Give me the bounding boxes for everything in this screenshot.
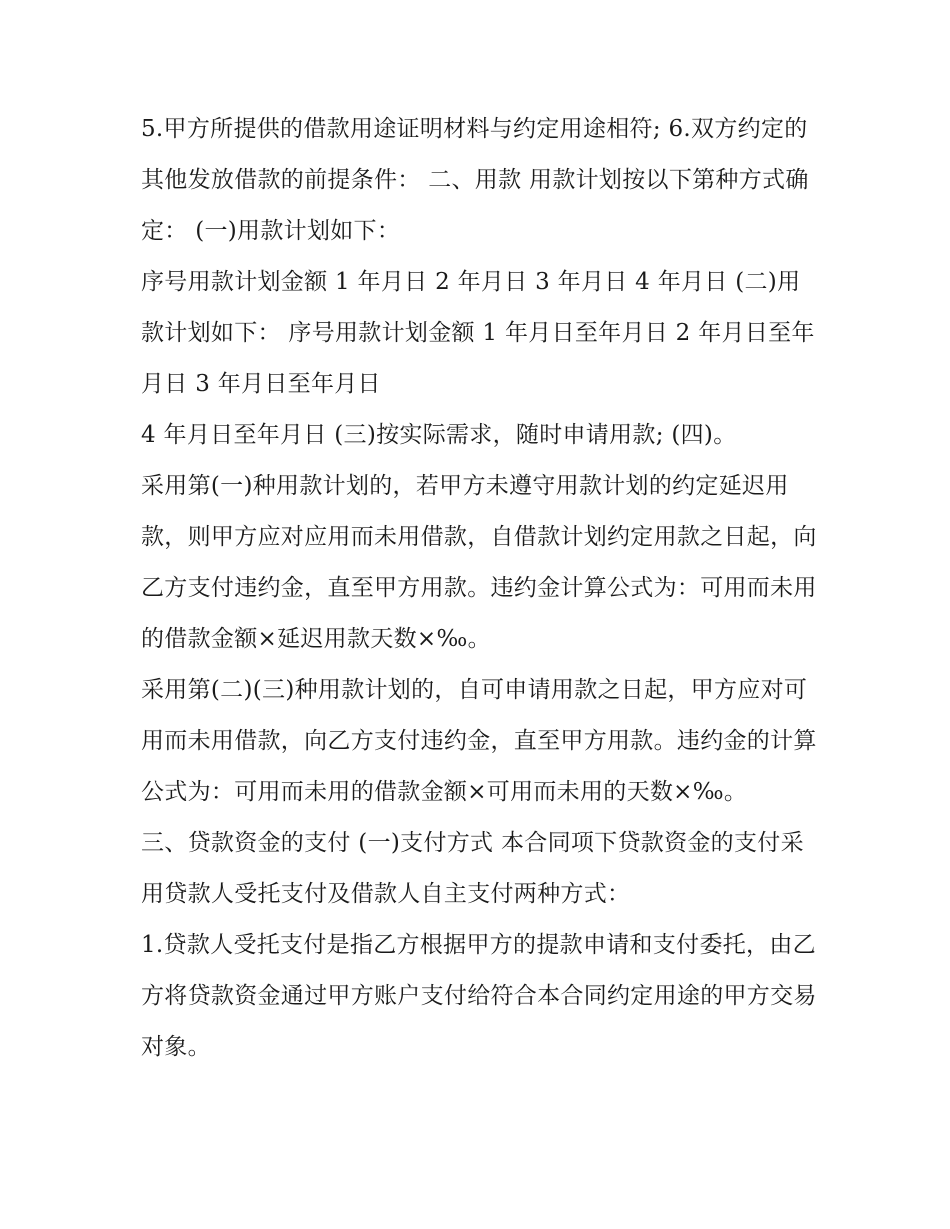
paragraph-drawdown-schedule: 序号用款计划金额 1 年月日 2 年月日 3 年月日 4 年月日 (二)用款计划如下： 序号用款计划金额 1 年月日至年月日 2 年月日至年月日 3 年月日至年月日: [141, 269, 815, 397]
paragraph-entrusted-payment: 1.贷款人受托支付是指乙方根据甲方的提款申请和支付委托，由乙方将贷款资金通过甲方账户支付给符合本合同约定用途的甲方交易对象。: [141, 932, 817, 1060]
paragraph-loan-conditions: 5.甲方所提供的借款用途证明材料与约定用途相符; 6.双方约定的其他发放借款的前提条件： 二、用款 用款计划按以下第种方式确定： (一)用款计划如下：: [141, 116, 809, 244]
paragraph-penalty-plan-one: 采用第(一)种用款计划的，若甲方未遵守用款计划的约定延迟用款，则甲方应对应用而未用借款，自借款计划约定用款之日起，向乙方支付违约金，直至甲方用款。违约金计算公式为：可用而未用的借款金额×延迟用款天数×‰。: [141, 473, 817, 652]
paragraph-penalty-plan-two-three: 采用第(二)(三)种用款计划的，自可申请用款之日起，甲方应对可用而未用借款，向乙方支付违约金，直至甲方用款。违约金的计算公式为：可用而未用的借款金额×可用而未用的天数×‰。: [141, 677, 817, 805]
paragraph-payment-methods: 三、贷款资金的支付 (一)支付方式 本合同项下贷款资金的支付采用贷款人受托支付及借款人自主支付两种方式：: [141, 830, 804, 907]
document-page: [141, 104, 821, 1073]
paragraph-drawdown-options: 4 年月日至年月日 (三)按实际需求，随时申请用款; (四)。: [141, 422, 737, 448]
